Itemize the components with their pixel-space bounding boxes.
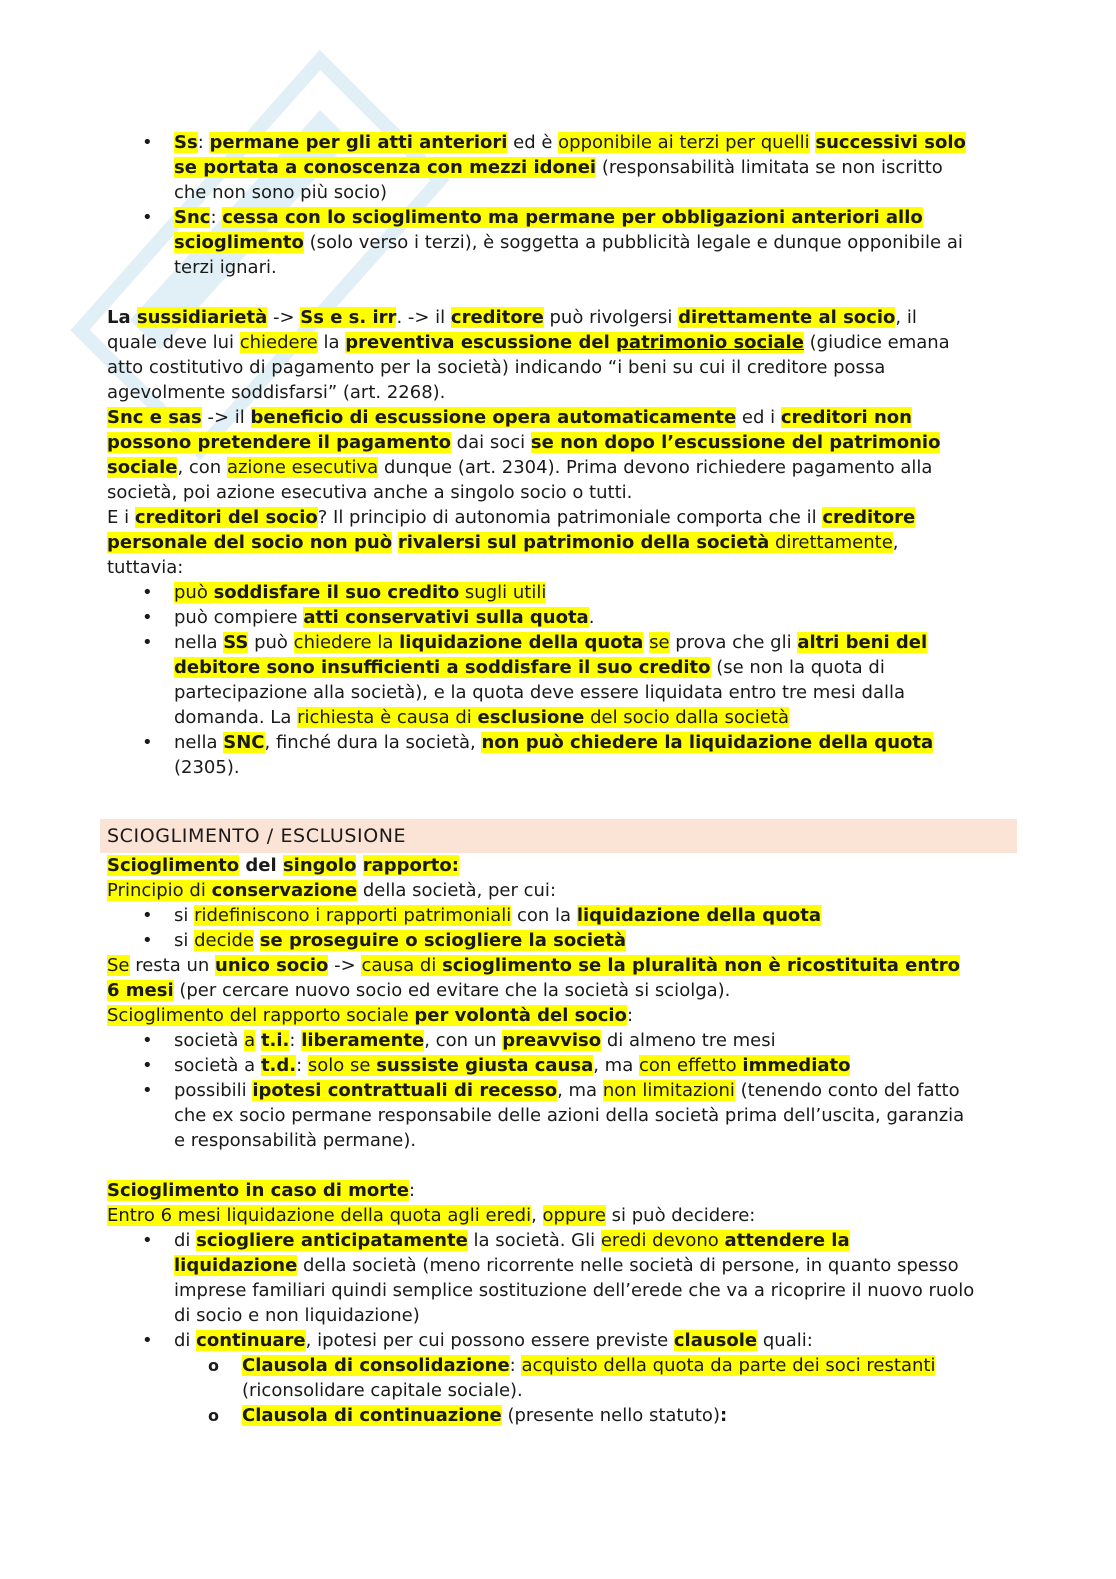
text-line bbox=[242, 1403, 1012, 1428]
text-segment: sociale bbox=[107, 457, 178, 478]
text-segment: Clausola di consolidazione bbox=[242, 1355, 510, 1376]
text-segment: , finché dura la società, bbox=[264, 732, 482, 753]
text-segment: (se non la quota di bbox=[710, 657, 885, 678]
list-item bbox=[107, 630, 1012, 730]
bullet-list-creditori bbox=[107, 580, 1012, 780]
text-line bbox=[174, 580, 1012, 605]
text-segment: oppure bbox=[542, 1205, 606, 1226]
paragraph-snc-sas bbox=[107, 405, 1012, 505]
text-segment: Scioglimento del rapporto sociale bbox=[107, 1005, 415, 1026]
text-line bbox=[174, 1278, 1012, 1303]
text-lines bbox=[174, 1053, 1012, 1078]
bullet: • bbox=[142, 132, 153, 153]
list-item bbox=[107, 1403, 1012, 1428]
bullet: • bbox=[142, 1055, 153, 1076]
paragraph-unico-socio bbox=[107, 953, 1012, 1028]
text-line bbox=[174, 705, 1012, 730]
list-item bbox=[107, 1328, 1012, 1353]
text-line bbox=[174, 1253, 1012, 1278]
text-lines bbox=[174, 605, 1012, 630]
text-segment: di almeno tre mesi bbox=[601, 1030, 776, 1051]
text-segment: agevolmente soddisfarsi” (art. 2268). bbox=[107, 382, 446, 403]
text-segment: direttamente bbox=[769, 532, 893, 553]
text-segment: se proseguire o sciogliere la società bbox=[259, 930, 627, 951]
text-segment: Ss bbox=[174, 132, 198, 153]
text-segment: 6 mesi bbox=[107, 980, 174, 1001]
text-line bbox=[174, 903, 1012, 928]
heading-morte bbox=[107, 1178, 1012, 1228]
text-line bbox=[107, 355, 1012, 380]
bullet: • bbox=[142, 1080, 153, 1101]
text-segment: acquisto della quota da parte dei soci restanti bbox=[521, 1355, 936, 1376]
text-segment: SNC bbox=[223, 732, 265, 753]
text-segment: (giudice emana bbox=[803, 332, 950, 353]
text-line bbox=[174, 1103, 1012, 1128]
text-line bbox=[174, 180, 1012, 205]
list-item bbox=[107, 205, 1012, 280]
text-segment: t.i. bbox=[260, 1030, 290, 1051]
text-line bbox=[174, 755, 1012, 780]
text-segment: quale deve lui bbox=[107, 332, 240, 353]
bullet: o bbox=[208, 1406, 219, 1425]
bullet-list-conservazione bbox=[107, 903, 1012, 953]
text-segment: Snc bbox=[174, 207, 211, 228]
text-segment: : bbox=[296, 1055, 308, 1076]
bullet-list-liability bbox=[107, 130, 1012, 280]
paragraph-sussidiarieta bbox=[107, 305, 1012, 405]
text-segment: e responsabilità permane). bbox=[174, 1130, 417, 1151]
text-segment: : bbox=[719, 1405, 728, 1426]
text-lines bbox=[174, 903, 1012, 928]
text-segment: del socio dalla società bbox=[584, 707, 789, 728]
text-segment: se non dopo l’escussione del patrimonio bbox=[530, 432, 941, 453]
text-line bbox=[174, 155, 1012, 180]
text-lines bbox=[242, 1353, 1012, 1403]
text-segment: . -> il bbox=[396, 307, 451, 328]
spacer bbox=[107, 780, 1012, 805]
text-segment: non può chiedere la liquidazione della quota bbox=[481, 732, 934, 753]
text-segment: -> il bbox=[201, 407, 251, 428]
bullet: • bbox=[142, 582, 153, 603]
text-segment: liquidazione della quota bbox=[399, 632, 644, 653]
list-item bbox=[107, 130, 1012, 205]
text-segment: decide bbox=[194, 930, 255, 951]
text-line bbox=[107, 1178, 1012, 1203]
list-item bbox=[107, 1028, 1012, 1053]
text-segment: causa di bbox=[361, 955, 443, 976]
bullet-list-morte bbox=[107, 1228, 1012, 1353]
text-segment: ed i bbox=[736, 407, 781, 428]
text-lines bbox=[242, 1403, 1012, 1428]
text-lines bbox=[174, 1328, 1012, 1353]
text-line bbox=[174, 1053, 1012, 1078]
text-segment: Snc e sas bbox=[107, 407, 202, 428]
text-line bbox=[107, 953, 1012, 978]
text-segment: ? Il principio di autonomia patrimoniale comporta che il bbox=[317, 507, 823, 528]
text-segment: liberamente bbox=[301, 1030, 425, 1051]
text-line bbox=[174, 928, 1012, 953]
list-item bbox=[107, 1353, 1012, 1403]
text-segment: con effetto bbox=[638, 1055, 743, 1076]
text-segment: ridefiniscono i rapporti patrimoniali bbox=[194, 905, 512, 926]
text-line bbox=[174, 205, 1012, 230]
text-segment: opponibile ai terzi per quelli bbox=[558, 132, 810, 153]
text-segment: domanda. La bbox=[174, 707, 298, 728]
text-line bbox=[107, 505, 1012, 530]
text-segment bbox=[254, 930, 260, 951]
text-segment: (presente nello statuto) bbox=[501, 1405, 720, 1426]
text-segment: , con bbox=[177, 457, 227, 478]
text-line bbox=[174, 1303, 1012, 1328]
text-segment: nella bbox=[174, 632, 224, 653]
text-segment: Scioglimento bbox=[107, 855, 240, 876]
text-segment: : bbox=[509, 1355, 522, 1376]
text-line bbox=[107, 330, 1012, 355]
text-segment: se bbox=[649, 632, 670, 653]
text-lines bbox=[174, 630, 1012, 730]
text-segment: solo se bbox=[307, 1055, 377, 1076]
text-segment: la società. Gli bbox=[467, 1230, 601, 1251]
text-segment: di socio e non liquidazione) bbox=[174, 1305, 420, 1326]
text-segment: (riconsolidare capitale sociale). bbox=[242, 1380, 523, 1401]
text-segment: esclusione bbox=[477, 707, 585, 728]
text-segment: scioglimento se la pluralità non è ricostituita entro bbox=[442, 955, 961, 976]
text-segment: richiesta è causa di bbox=[297, 707, 478, 728]
text-segment: attendere la bbox=[724, 1230, 850, 1251]
text-lines bbox=[174, 1028, 1012, 1053]
text-line bbox=[242, 1353, 1012, 1378]
text-segment: creditori del socio bbox=[134, 507, 318, 528]
spacer bbox=[107, 280, 1012, 305]
text-segment: ed è bbox=[507, 132, 559, 153]
bullet: • bbox=[142, 930, 153, 951]
paragraph-creditori-socio bbox=[107, 505, 1012, 580]
text-line bbox=[107, 530, 1012, 555]
text-line bbox=[107, 480, 1012, 505]
bullet: • bbox=[142, 207, 153, 228]
text-segment: preventiva escussione del bbox=[345, 332, 617, 353]
text-segment: resta un bbox=[129, 955, 216, 976]
text-segment: creditore bbox=[822, 507, 916, 528]
text-segment: creditore bbox=[450, 307, 544, 328]
text-segment: nella bbox=[174, 732, 224, 753]
text-line bbox=[107, 380, 1012, 405]
list-item bbox=[107, 903, 1012, 928]
text-segment: si bbox=[174, 905, 195, 926]
text-segment: tuttavia: bbox=[107, 557, 184, 578]
text-segment: della società, per cui: bbox=[357, 880, 557, 901]
text-lines bbox=[174, 1078, 1012, 1153]
text-segment: può bbox=[248, 632, 294, 653]
text-segment: società bbox=[174, 1030, 245, 1051]
text-line bbox=[174, 680, 1012, 705]
text-segment: prova che gli bbox=[669, 632, 798, 653]
text-segment: società a bbox=[174, 1055, 261, 1076]
text-segment: Principio di bbox=[107, 880, 212, 901]
text-line bbox=[107, 555, 1012, 580]
text-segment: successivi solo bbox=[815, 132, 966, 153]
text-segment: se portata a conoscenza con mezzi idonei bbox=[174, 157, 597, 178]
text-segment: di bbox=[174, 1330, 197, 1351]
text-line bbox=[174, 230, 1012, 255]
text-segment: conservazione bbox=[211, 880, 358, 901]
text-segment: . bbox=[588, 607, 595, 628]
text-line bbox=[107, 853, 1012, 878]
list-item bbox=[107, 605, 1012, 630]
text-segment: Ss e s. irr bbox=[300, 307, 397, 328]
text-segment: sussiste giusta causa bbox=[376, 1055, 594, 1076]
text-lines bbox=[174, 130, 1012, 205]
text-segment: singolo bbox=[282, 855, 357, 876]
list-item bbox=[107, 580, 1012, 605]
text-segment: direttamente al socio bbox=[678, 307, 896, 328]
text-segment: permane per gli atti anteriori bbox=[209, 132, 508, 153]
text-line bbox=[174, 1328, 1012, 1353]
text-segment: La bbox=[107, 307, 137, 328]
list-item bbox=[107, 730, 1012, 780]
text-line bbox=[174, 130, 1012, 155]
text-segment: società, poi azione esecutiva anche a singolo socio o tutti. bbox=[107, 482, 633, 503]
text-segment: dai soci bbox=[450, 432, 531, 453]
text-segment bbox=[392, 532, 398, 553]
text-segment: sugli utili bbox=[459, 582, 547, 603]
text-line bbox=[174, 1128, 1012, 1153]
text-line bbox=[107, 1203, 1012, 1228]
text-line bbox=[174, 730, 1012, 755]
text-segment: : bbox=[408, 1180, 416, 1201]
text-line bbox=[174, 1028, 1012, 1053]
text-segment: (per cercare nuovo socio ed evitare che la società si sciolga). bbox=[173, 980, 731, 1001]
text-segment: , ipotesi per cui possono essere previste bbox=[305, 1330, 674, 1351]
text-line bbox=[174, 655, 1012, 680]
text-segment: (tenendo conto del fatto bbox=[734, 1080, 960, 1101]
text-segment: che non sono più socio) bbox=[174, 182, 388, 203]
text-segment: può rivolgersi bbox=[543, 307, 679, 328]
spacer bbox=[107, 805, 1012, 819]
text-segment: rivalersi sul patrimonio della società bbox=[397, 532, 770, 553]
text-segment: : bbox=[197, 132, 210, 153]
text-segment: creditori non bbox=[780, 407, 912, 428]
text-line bbox=[174, 605, 1012, 630]
text-segment: chiedere bbox=[239, 332, 318, 353]
text-segment: patrimonio sociale bbox=[616, 332, 804, 353]
text-segment: cessa con lo scioglimento ma permane per obbligazioni anteriori allo bbox=[222, 207, 923, 228]
text-line bbox=[107, 430, 1012, 455]
text-segment: : bbox=[626, 1005, 634, 1026]
text-segment: preavviso bbox=[502, 1030, 602, 1051]
text-segment: che ex socio permane responsabile delle azioni della società prima dell’uscita, garanzia bbox=[174, 1105, 965, 1126]
text-segment: altri beni del bbox=[797, 632, 928, 653]
text-segment: dunque (art. 2304). Prima devono richiedere pagamento alla bbox=[378, 457, 933, 478]
bullet: • bbox=[142, 1330, 153, 1351]
text-segment: sussidiarietà bbox=[136, 307, 268, 328]
bullet-list-recesso bbox=[107, 1028, 1012, 1153]
text-segment: non limitazioni bbox=[602, 1080, 735, 1101]
text-segment: può bbox=[174, 582, 214, 603]
text-segment: : bbox=[210, 207, 223, 228]
text-segment: (2305). bbox=[174, 757, 240, 778]
text-segment: eredi devono bbox=[600, 1230, 725, 1251]
text-segment: , il bbox=[895, 307, 917, 328]
text-segment: imprese familiari quindi semplice sostituzione dell’erede che va a ricoprire il nuovo ruolo bbox=[174, 1280, 975, 1301]
text-segment: SS bbox=[223, 632, 249, 653]
list-item bbox=[107, 928, 1012, 953]
text-segment: personale del socio non può bbox=[107, 532, 393, 553]
text-segment: , bbox=[892, 532, 899, 553]
text-segment: si può decidere: bbox=[605, 1205, 756, 1226]
text-segment: -> bbox=[267, 307, 301, 328]
section-heading: SCIOGLIMENTO / ESCLUSIONE bbox=[100, 819, 1017, 853]
text-segment: Scioglimento in caso di morte bbox=[107, 1180, 409, 1201]
text-line bbox=[242, 1378, 1012, 1403]
text-line bbox=[107, 405, 1012, 430]
text-segment: liquidazione bbox=[174, 1255, 298, 1276]
bullet: • bbox=[142, 632, 153, 653]
text-segment: beneficio di escussione opera automaticamente bbox=[250, 407, 737, 428]
text-segment: immediato bbox=[742, 1055, 851, 1076]
list-item bbox=[107, 1053, 1012, 1078]
text-lines bbox=[174, 730, 1012, 780]
text-segment: la bbox=[317, 332, 346, 353]
text-segment: della società (meno ricorrente nelle società di persone, in quanto spesso bbox=[297, 1255, 959, 1276]
text-line bbox=[174, 1228, 1012, 1253]
text-segment: chiedere la bbox=[293, 632, 400, 653]
text-lines bbox=[174, 580, 1012, 605]
text-segment: (responsabilità limitata se non iscritto bbox=[596, 157, 943, 178]
text-segment: atto costitutivo di pagamento per la società) indicando “i beni su cui il creditore possa bbox=[107, 357, 886, 378]
text-lines bbox=[174, 1228, 1012, 1328]
text-segment: , bbox=[531, 1205, 543, 1226]
text-line bbox=[174, 255, 1012, 280]
text-segment: si bbox=[174, 930, 195, 951]
document-page bbox=[107, 130, 1012, 1428]
bullet: • bbox=[142, 1030, 153, 1051]
text-segment: scioglimento bbox=[174, 232, 304, 253]
text-segment bbox=[356, 855, 362, 876]
text-segment: partecipazione alla società), e la quota deve essere liquidata entro tre mesi dalla bbox=[174, 682, 906, 703]
bullet: • bbox=[142, 607, 153, 628]
text-segment: azione esecutiva bbox=[226, 457, 379, 478]
text-segment: rapporto: bbox=[362, 855, 459, 876]
text-segment: di bbox=[174, 1230, 197, 1251]
text-segment: sciogliere anticipatamente bbox=[196, 1230, 468, 1251]
heading-scioglimento-rapporto bbox=[107, 853, 1012, 903]
text-segment: soddisfare il suo credito bbox=[213, 582, 460, 603]
text-segment: Entro 6 mesi liquidazione della quota agli eredi bbox=[107, 1205, 532, 1226]
text-segment: a bbox=[244, 1030, 256, 1051]
text-segment: con la bbox=[511, 905, 577, 926]
text-segment: atti conservativi sulla quota bbox=[303, 607, 589, 628]
text-segment: , ma bbox=[557, 1080, 603, 1101]
text-segment: unico socio bbox=[215, 955, 329, 976]
text-segment: clausole bbox=[673, 1330, 758, 1351]
text-line bbox=[107, 978, 1012, 1003]
text-segment: , ma bbox=[593, 1055, 639, 1076]
list-item bbox=[107, 1228, 1012, 1328]
text-segment: continuare bbox=[196, 1330, 306, 1351]
text-segment: , con un bbox=[424, 1030, 503, 1051]
text-segment: Se bbox=[107, 955, 130, 976]
text-line bbox=[174, 1078, 1012, 1103]
text-line bbox=[107, 1003, 1012, 1028]
text-segment: liquidazione della quota bbox=[576, 905, 822, 926]
text-segment: del bbox=[239, 855, 283, 876]
bullet: • bbox=[142, 905, 153, 926]
text-segment: E i bbox=[107, 507, 135, 528]
text-lines bbox=[174, 205, 1012, 280]
text-line bbox=[174, 630, 1012, 655]
text-segment: ipotesi contrattuali di recesso bbox=[252, 1080, 558, 1101]
text-segment: -> bbox=[328, 955, 362, 976]
list-item bbox=[107, 1078, 1012, 1153]
text-segment: (solo verso i terzi), è soggetta a pubblicità legale e dunque opponibile ai bbox=[303, 232, 963, 253]
text-segment: può compiere bbox=[174, 607, 304, 628]
text-segment: possono pretendere il pagamento bbox=[107, 432, 451, 453]
bullet: • bbox=[142, 1230, 153, 1251]
text-segment: terzi ignari. bbox=[174, 257, 277, 278]
text-lines bbox=[174, 928, 1012, 953]
text-segment: debitore sono insufficienti a soddisfare il suo credito bbox=[174, 657, 711, 678]
text-segment: possibili bbox=[174, 1080, 253, 1101]
text-segment: : bbox=[289, 1030, 302, 1051]
text-segment: per volontà del socio bbox=[414, 1005, 627, 1026]
text-line bbox=[107, 305, 1012, 330]
sub-bullet-list-clausole bbox=[107, 1353, 1012, 1428]
text-segment: quali: bbox=[757, 1330, 813, 1351]
spacer bbox=[107, 1153, 1012, 1178]
text-line bbox=[107, 455, 1012, 480]
text-line bbox=[107, 878, 1012, 903]
bullet: o bbox=[208, 1356, 219, 1375]
bullet: • bbox=[142, 732, 153, 753]
text-segment: t.d. bbox=[260, 1055, 297, 1076]
text-segment: Clausola di continuazione bbox=[242, 1405, 502, 1426]
